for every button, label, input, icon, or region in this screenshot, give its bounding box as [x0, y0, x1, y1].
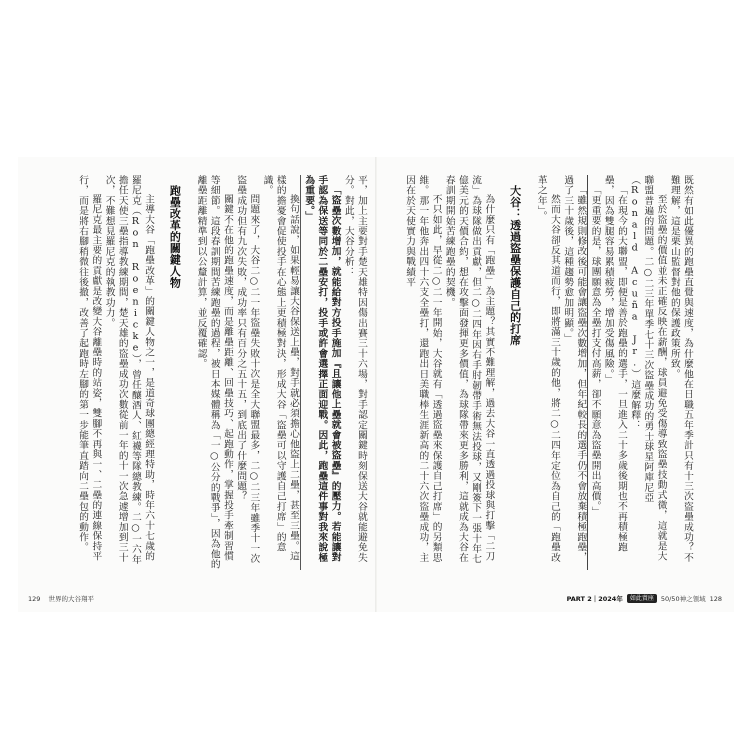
paragraph: 不只如此，早從二○二一年開始，大谷就有「透過盜壘來保護自己打席」的另類思維。那一年他奔出四十六支全壘打，還跑出日美職棒生涯新高的二十六次盜壘成功，主因在於天使實力與戰績平: [404, 175, 442, 563]
page-number: 129: [28, 595, 41, 603]
paragraph-quote: 「在現今的大聯盟，即便是善於跑壘的選手，一旦進入二十多歲後期也不再積極跑壘，因為雙腿容易累積疲勞，增加受傷風險。」: [602, 175, 627, 552]
paragraph: 主導大谷「跑壘改革」的關鍵人物之一，是道奇球團總經理特助，時年六十七歲的羅尼克（Ron Roenicke），曾任釀酒人、紅襪等隊總教練。二○一六年擔任天使三壘指導教練期間，楚天雄的盜壘成功次數從前一年的十一次急遽增加到三十次，不難想見羅尼克的執教功力。: [103, 175, 155, 565]
page-number: 128: [709, 594, 722, 603]
book-spread: [18, 157, 734, 612]
section-title: 跑壘改革的關鍵人物: [168, 185, 182, 289]
paragraph: 至於盜壘的價值並未正確反映在薪酬，球員避免受傷導致盜壘技動式微，這就是大聯盟普遍的問題。二○二三年單季七十三次盜壘成功的勇士球星阿庫尼亞（Ronald Acuña Jr.）這麼解釋：: [629, 175, 667, 562]
chapter-badge: 如此賣座: [627, 594, 657, 603]
paragraph: 然而大谷卻反其道而行，即將滿三十歲的他，將二○二四年定位為自己的「跑壘改革之年」。: [535, 175, 560, 563]
right-page: [376, 157, 734, 612]
paragraph: 換句話說，如果輕易讓大谷保送上壘，對手就必須擔心他盜上二壘，甚至三壘。這樣的擔憂會促使投手在心態上更積極對決，形成大谷「盜壘可以守護自己打席」的意識。: [261, 175, 299, 562]
left-page-text: [77, 175, 368, 570]
paragraph-quote: 「雖然規則修改後可能會讓盜壘次數增加，但年紀較長的選手仍不會放棄積極跑壘，過了三十歲後，這種趨勢愈加明顯。」: [562, 175, 587, 563]
paragraph: 羅尼克最主要的貢獻是改變大谷離壘時的站姿，雙腳不再與一、二壘的連線保持平行，而是將右腳稍微往後撤，改善了起跑時左腳的第一步能筆直踏向二壘包的動作。: [77, 175, 102, 562]
page-footer-left: [28, 594, 100, 603]
book-title: 世界的大谷翔平: [48, 595, 94, 603]
section-title: 大谷：透過盜壘保護自己的打席: [508, 185, 522, 346]
chapter-subtitle: 50/50神之領域: [660, 595, 706, 603]
paragraph: 問題來了，大谷二○二一年盜壘失敗十次是全大聯盟最多，二○二三年雖季十一次盜壘成功但有九次失敗，成功率只有百分之五十五，到底出了什麼問題？: [235, 175, 260, 565]
page-footer-right: [567, 594, 722, 603]
part-label: PART 2｜2024年: [566, 595, 623, 603]
paragraph: 關鍵不在他的跑壘速度，而是離壘距離、回壘技巧、起跑動作，掌握投手牽制習慣等細節。這段春訓期間苦練跑壘的過程，被日本媒體稱為「一○公分的戰爭」，因為他的離壘距離精準到以公釐計算，並反覆確認。: [195, 175, 233, 570]
paragraph: 為什麼只有「跑壘」為主題？其實不難理解，過去大谷一直透過投球與打擊「二刀流」為球隊做出貢獻，但二○二四年因右手肘韌帶手術無法投球，又剛簽下一張十年七億美元的天價合約，想在攻擊面發揮更多價值，為球隊帶來更多勝利，這就成為大谷在春訓期開始苦練跑壘的契機。: [443, 175, 495, 564]
paragraph-quote: 「盜壘次數增加，就能給對方投手施加『且讓他上壘就會被盜壘』的壓力。若能讓對手認為保送等同於二壘安打，投手或許會選擇正面迎戰。因此，跑壘這件事對我來說極為重要。」: [300, 175, 342, 570]
paragraph: 既然有如此優異的跑壘直覺與速度，為什麼他在日職五年季計只有十三次盜壘成功？不難理解，這是栗山監督對他的保護政策所致。: [668, 175, 693, 563]
paragraph-quote: 「更重要的是，球團願意為全壘打支付高薪，卻不願意為盜壘開出高價。」: [587, 175, 601, 570]
paragraph: 平，加上主要對手楚天雄特因傷出賽三十六場，對手認定關鍵時刻保送大谷就能避免失分。對此，大谷分析：: [342, 175, 367, 563]
left-page: [18, 157, 376, 612]
right-page-text: [404, 175, 694, 570]
